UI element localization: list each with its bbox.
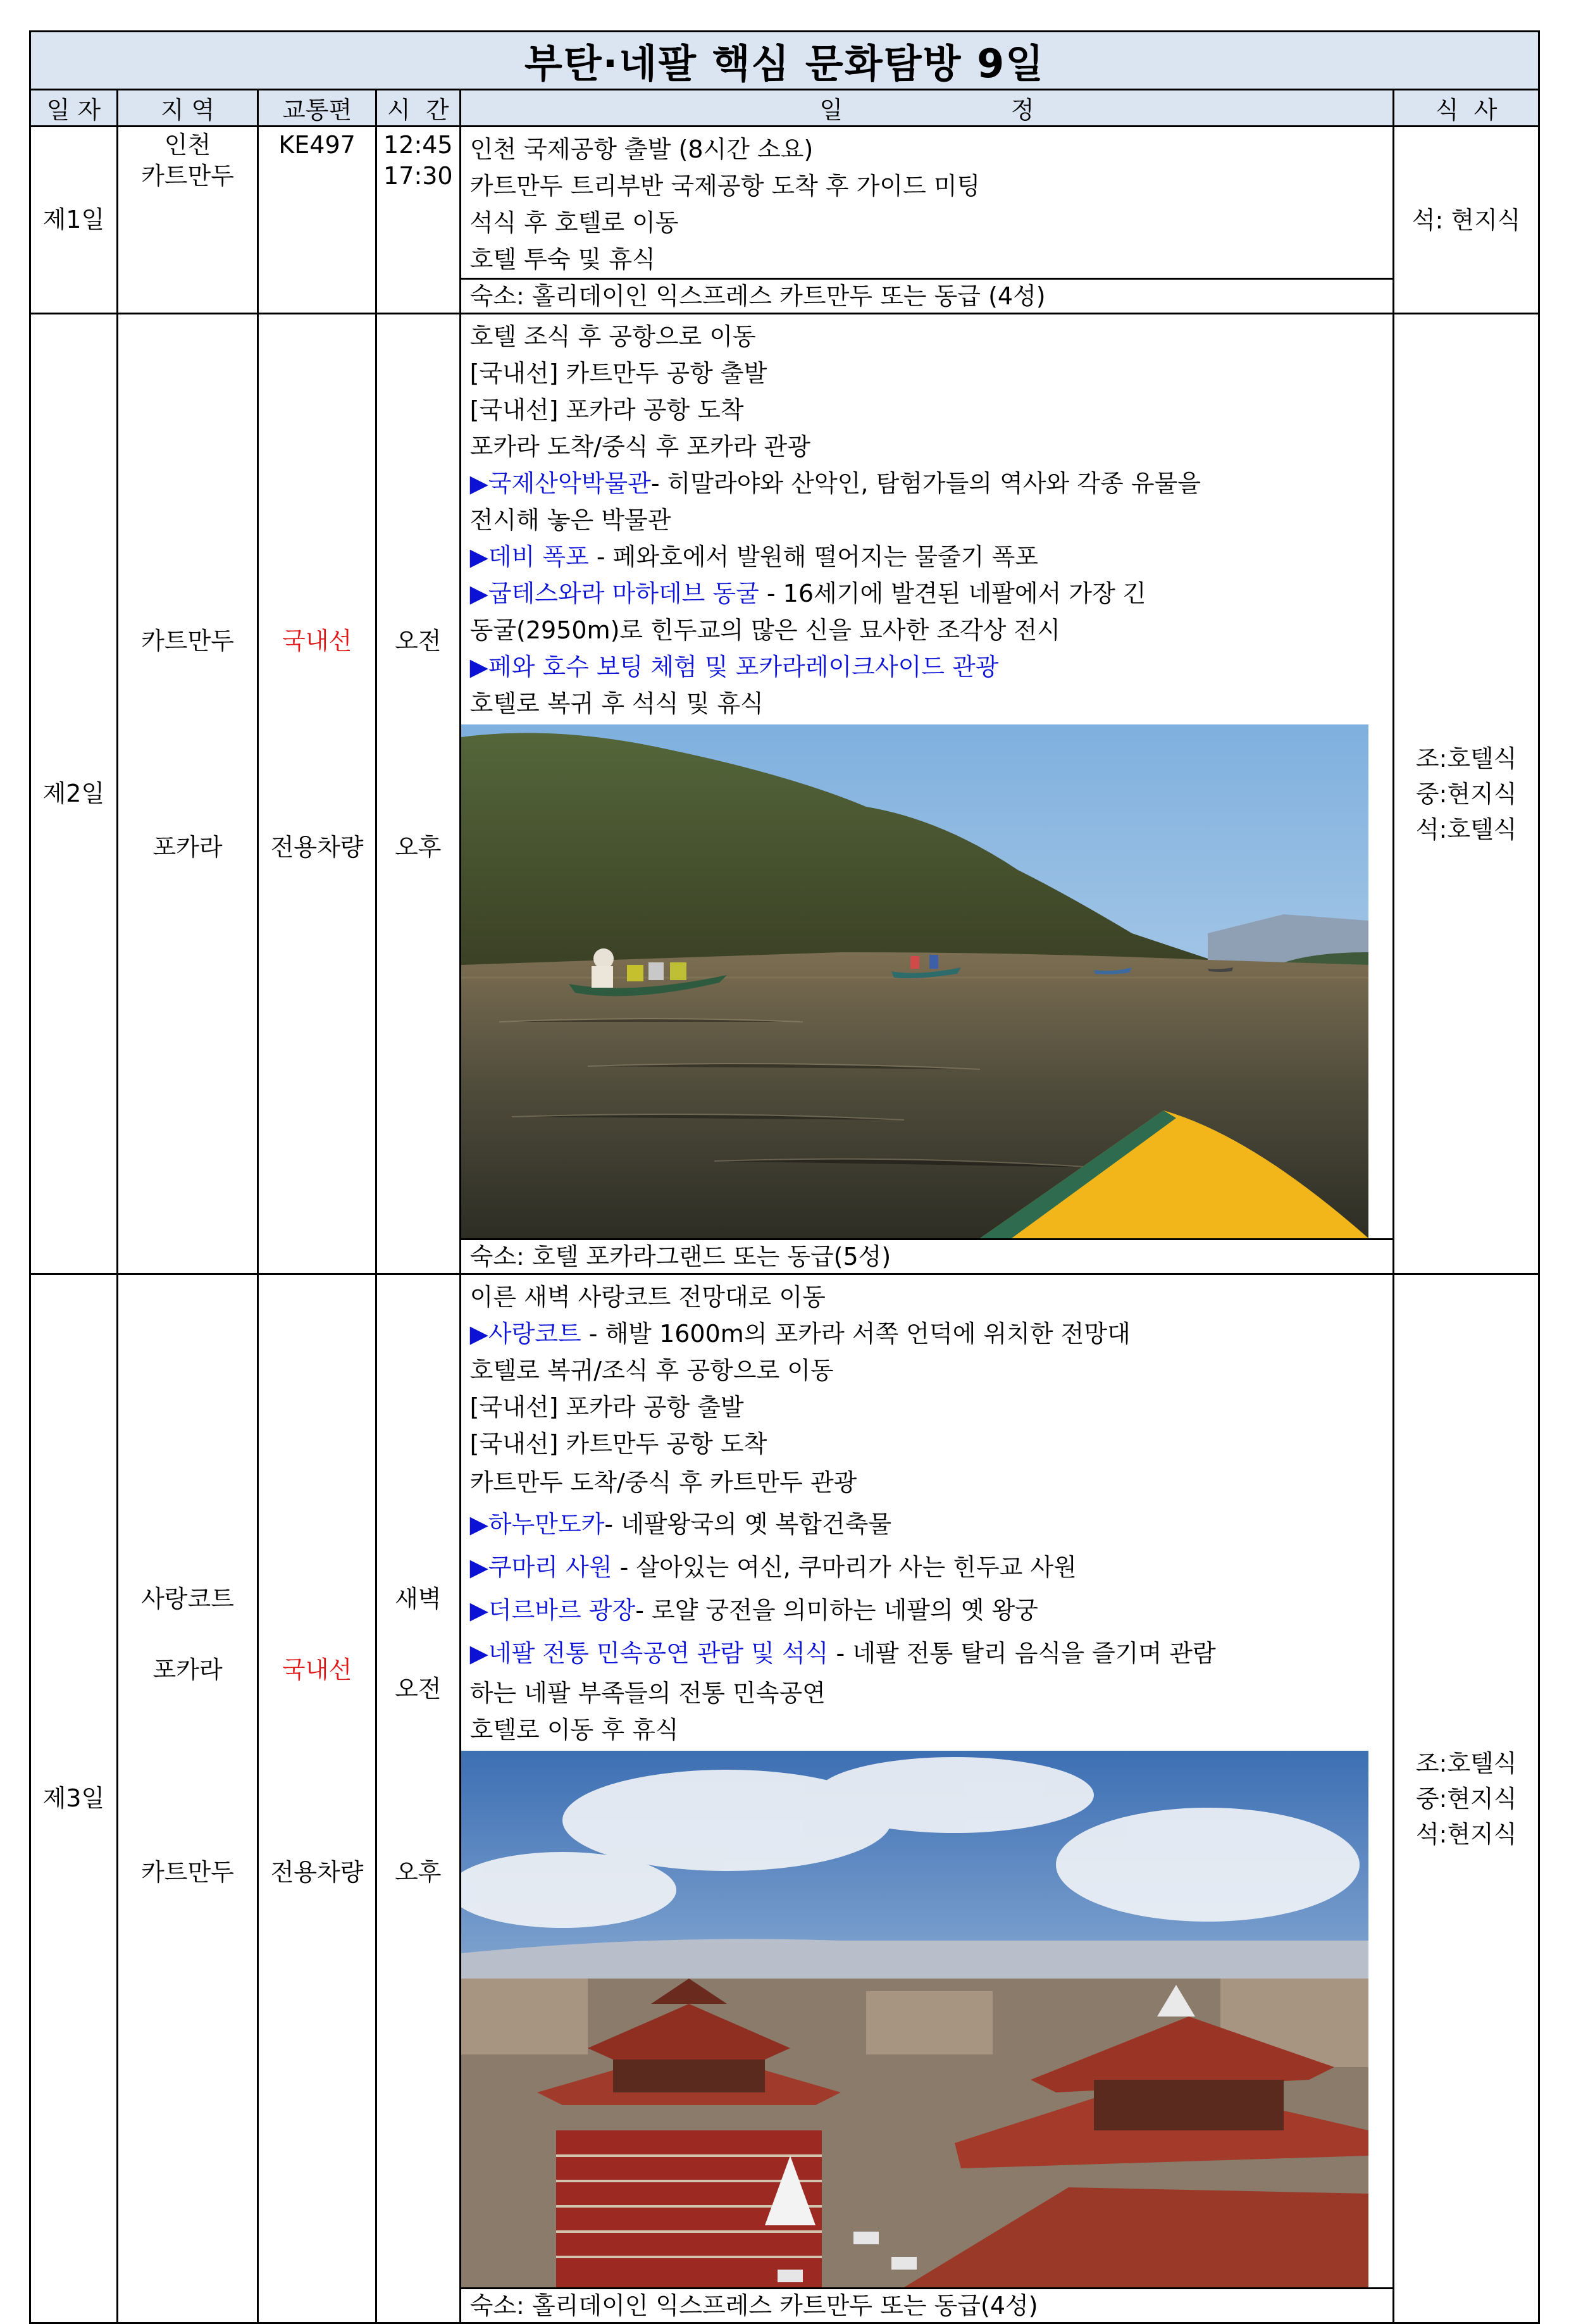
time-cell [376,127,460,314]
meal-item: 석: 현지식 [1411,206,1521,234]
schedule-line: ▶네팔 전통 민속공연 관람 및 석식 - 네팔 전통 탈리 음식을 즐기며 관람 [469,1639,1216,1667]
meal-item: 중:현지식 [1415,780,1517,808]
highlight-text: ▶더르바르 광장 [469,1596,636,1624]
header-region: 지 역 [117,90,257,127]
day-row [30,1274,1539,2323]
schedule-line: 카트만두 도착/중식 후 카트만두 관광 [469,1469,857,1496]
region-cell [117,1274,257,2323]
lodging-line: 숙소: 호텔 포카라그랜드 또는 동급(5성) [461,1238,1393,1273]
transport-cell [258,314,376,1274]
time-value: 12:45 [383,131,453,159]
highlight-text: ▶네팔 전통 민속공연 관람 및 석식 [469,1639,829,1667]
meal-item: 조:호텔식 [1415,1749,1517,1777]
schedule-line: ▶더르바르 광장- 로얄 궁전을 의미하는 네팔의 옛 왕궁 [469,1596,1039,1624]
schedule-line: 포카라 도착/중식 후 포카라 관광 [469,433,810,461]
meal-item: 석:현지식 [1415,1820,1517,1848]
header-schedule: 일 정 [460,90,1394,127]
day-label: 제3일 [30,1274,118,2323]
time-value: 오후 [395,833,442,861]
schedule-line: ▶사랑코트 - 해발 1600m의 포카라 서쪽 언덕에 위치한 전망대 [469,1320,1131,1348]
highlight-text: ▶국제산악박물관 [469,469,651,497]
header-time: 시 간 [376,90,460,127]
highlight-text: ▶굽테스와라 마하데브 동굴 [469,580,759,607]
region-name: 포카라 [152,1656,223,1684]
time-cell [376,1274,460,2323]
durbar-square-photo [461,1751,1393,2287]
schedule-line: ▶하누만도카- 네팔왕국의 옛 복합건축물 [469,1510,892,1538]
schedule-line [470,649,1387,685]
meal-item: 중:현지식 [1415,1784,1517,1813]
region-name: 인천 [164,131,211,159]
schedule-line: [국내선] 카트만두 공항 도착 [469,1430,767,1458]
page-title: 부탄·네팔 핵심 문화탐방 9일 [30,32,1539,90]
schedule-line: 하는 네팔 부족들의 전통 민속공연 [469,1679,826,1707]
time-cell [376,314,460,1274]
transport-cell [258,1274,376,2323]
schedule-line: 호텔 투숙 및 휴식 [469,245,655,273]
schedule-cell [460,127,1394,314]
schedule-line: 호텔로 복귀 후 석식 및 휴식 [469,690,764,718]
region-cell [117,127,257,314]
highlight-text: ▶하누만도카 [469,1510,605,1538]
day-row [30,127,1539,314]
schedule-line: [국내선] 카트만두 공항 출발 [469,359,767,387]
region-name: 포카라 [152,833,223,861]
itinerary-sheet [29,30,1540,2324]
day-row [30,314,1539,1274]
meal-cell [1394,127,1539,314]
schedule-line: 호텔로 복귀/조식 후 공항으로 이동 [469,1357,834,1384]
header-transport: 교통편 [258,90,376,127]
meal-item: 석:호텔식 [1415,815,1517,843]
schedule-line: [국내선] 포카라 공항 출발 [469,1393,744,1421]
header-meal: 식 사 [1394,90,1539,127]
schedule-line: ▶쿠마리 사원 - 살아있는 여신, 쿠마리가 사는 힌두교 사원 [469,1553,1077,1581]
schedule-line: 이른 새벽 사랑코트 전망대로 이동 [469,1283,826,1311]
time-value: 17:30 [383,162,453,190]
lake-boating-photo [461,724,1393,1238]
day-label: 제1일 [30,127,118,314]
domestic-flight-label: 국내선 [282,627,352,655]
transport-cell [258,127,376,314]
domestic-flight-label: 국내선 [282,1656,352,1684]
schedule-line: 전시해 놓은 박물관 [469,506,671,534]
header-day: 일 자 [30,90,118,127]
region-name: 카트만두 [141,1858,234,1886]
time-value: 오전 [395,627,442,655]
schedule-line: [국내선] 포카라 공항 도착 [469,396,744,424]
schedule-line: 석식 후 호텔로 이동 [469,209,679,237]
region-name: 카트만두 [141,627,234,655]
schedule-line: ▶국제산악박물관- 히말라야와 산악인, 탐험가들의 역사와 각종 유물을 [469,469,1201,497]
schedule-cell [460,1274,1394,2323]
day-label: 제2일 [30,314,118,1274]
schedule-line: 인천 국제공항 출발 (8시간 소요) [469,135,814,163]
region-cell [117,314,257,1274]
schedule-line: 동굴(2950m)로 힌두교의 많은 신을 묘사한 조각상 전시 [469,616,1060,644]
schedule-cell [460,314,1394,1274]
highlight-text: ▶페와 호수 보팅 체험 및 포카라레이크사이드 관광 [469,653,999,681]
meal-item: 조:호텔식 [1415,744,1517,773]
highlight-text: ▶데비 폭포 [469,543,589,571]
itinerary-table [29,30,1540,2324]
highlight-text: ▶쿠마리 사원 [469,1553,612,1581]
private-vehicle-label: 전용차량 [270,833,364,861]
schedule-line: ▶데비 폭포 - 페와호에서 발원해 떨어지는 물줄기 폭포 [469,543,1039,571]
schedule-line: 호텔로 이동 후 휴식 [469,1716,679,1744]
lodging-line: 숙소: 홀리데이인 익스프레스 카트만두 또는 동급(4성) [461,2287,1393,2322]
region-name: 사랑코트 [141,1585,234,1613]
schedule-line: 호텔 조식 후 공항으로 이동 [469,323,756,351]
schedule-line: 카트만두 트리부반 국제공항 도착 후 가이드 미팅 [469,172,981,200]
schedule-line: ▶굽테스와라 마하데브 동굴 - 16세기에 발견된 네팔에서 가장 긴 [469,580,1146,607]
time-value: 오전 [395,1675,442,1703]
flight-number: KE497 [278,131,356,159]
time-value: 새벽 [395,1585,442,1613]
meal-cell [1394,1274,1539,2323]
lodging-line: 숙소: 홀리데이인 익스프레스 카트만두 또는 동급 (4성) [461,278,1393,313]
highlight-text: ▶사랑코트 [469,1320,581,1348]
meal-cell [1394,314,1539,1274]
time-value: 오후 [395,1858,442,1886]
header-row [30,90,1539,127]
private-vehicle-label: 전용차량 [270,1858,364,1886]
region-name: 카트만두 [141,162,234,190]
